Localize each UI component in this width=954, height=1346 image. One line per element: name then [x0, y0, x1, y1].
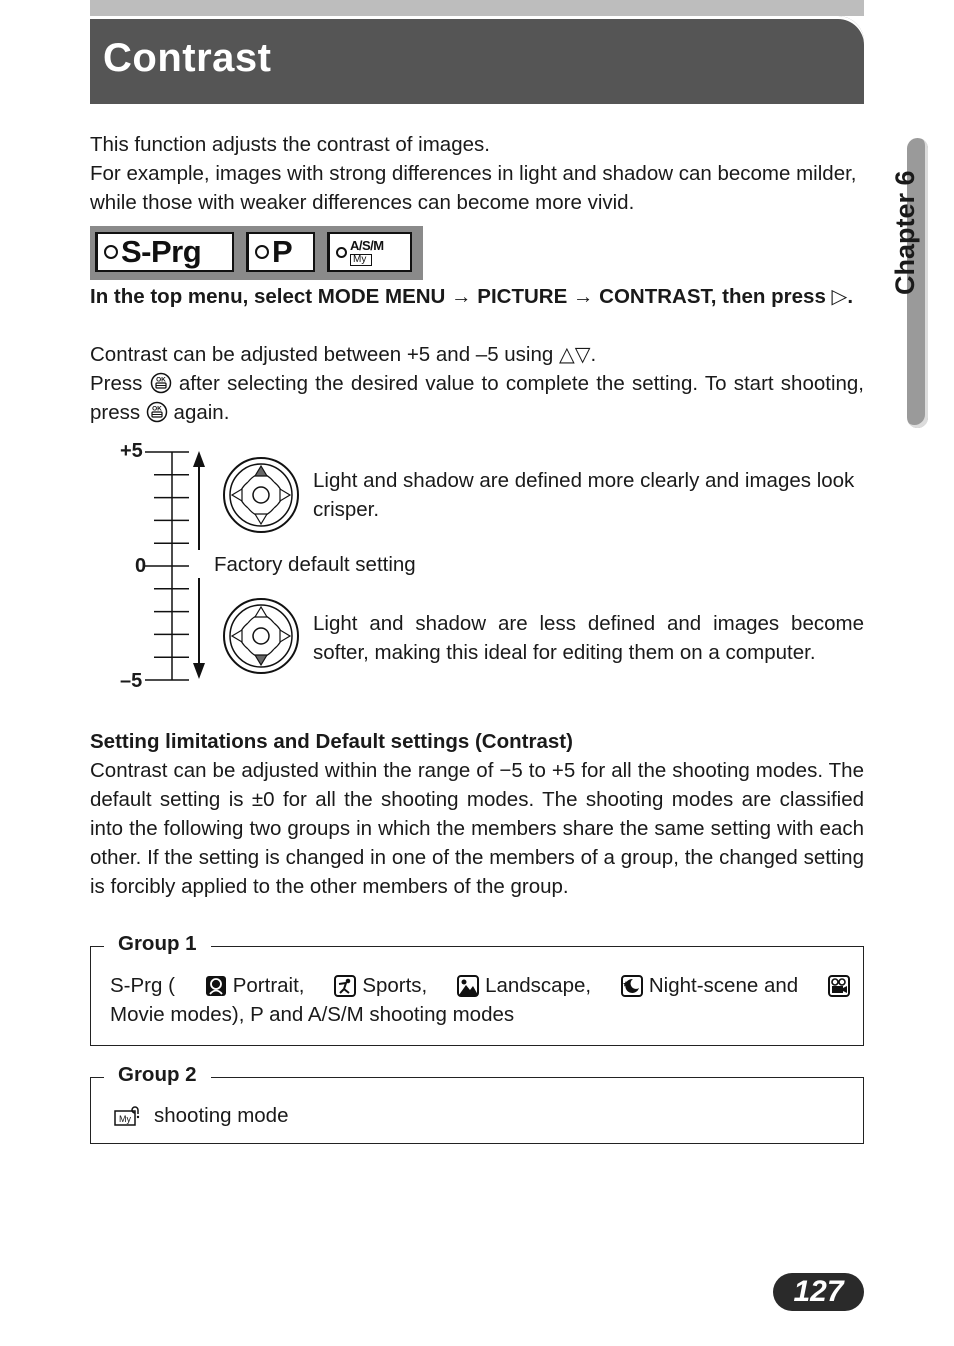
arrow-right-icon: → — [451, 285, 472, 308]
movie-icon — [828, 975, 850, 997]
circle-icon — [255, 245, 269, 259]
arrow-pad-down-icon — [222, 597, 300, 675]
svg-text:OK: OK — [151, 405, 162, 413]
intro-line-2: For example, images with strong differences in light and shadow can become milder, while those with weaker differences can become more vivid. — [90, 162, 857, 214]
svg-text:OK: OK — [155, 376, 166, 384]
night-scene-icon — [621, 975, 643, 997]
description-default: Factory default setting — [214, 553, 416, 576]
scale-ticks — [145, 452, 189, 680]
mode-asm-label: A/S/M — [350, 237, 384, 253]
circle-icon — [104, 245, 118, 259]
mode-banner — [90, 226, 423, 280]
landscape-icon — [457, 975, 479, 997]
contrast-scale — [145, 445, 215, 690]
mode-asm-my — [327, 232, 412, 272]
limitations-body: Contrast can be adjusted within the range of −5 to +5 for all the shooting modes. The default setting is ±0 for all the shooting modes. The shooting modes are classified into the following two groups in which the members share the same setting with each other. If the setting is changed in one of the members of a group, the changed setting is forcibly applied to the other members of the group. — [90, 759, 864, 898]
my-mode-icon: My — [350, 254, 372, 266]
increase-arrow-head — [193, 451, 205, 467]
scale-min-label: –5 — [120, 670, 143, 692]
group-1-line-2: Movie modes), P and A/S/M shooting modes — [110, 1003, 515, 1026]
portrait-icon — [205, 975, 227, 997]
decrease-arrow-head — [193, 663, 205, 679]
instruction-select: In the top menu, select MODE MENU → PICTURE → CONTRAST, then press ▷. — [90, 285, 854, 308]
limitations-heading: Setting limitations and Default settings (Contrast) — [90, 730, 573, 753]
instruction-range: Contrast can be adjusted between +5 and –5 using △▽. — [90, 343, 597, 366]
up-down-icon: △▽ — [559, 343, 591, 366]
group-1-content: S-Prg ( Portrait, Sports, Landscape, Night-scene and Movie modes), P and A/S/M shooting modes — [110, 971, 850, 1029]
circle-icon — [336, 247, 347, 258]
description-lower: Light and shadow are less defined and images become softer, making this ideal for editing them on a computer. — [313, 612, 864, 664]
mode-p-label: P — [272, 234, 293, 269]
group-1-title: Group 1 — [104, 932, 211, 956]
page-title: Contrast — [103, 36, 272, 80]
scale-zero-label: 0 — [135, 555, 147, 577]
right-triangle-icon: ▷ — [831, 285, 848, 308]
header-top-strip — [90, 0, 864, 16]
intro-line-1: This function adjusts the contrast of images. — [90, 133, 490, 156]
arrow-right-icon: → — [572, 285, 594, 308]
chapter-label: Chapter 6 — [890, 170, 920, 295]
ok-button-icon — [146, 401, 168, 423]
mode-sprg — [95, 232, 234, 272]
svg-text:My: My — [119, 1113, 131, 1124]
scale-max-label: +5 — [120, 440, 143, 462]
group-2-content: My shooting mode — [114, 1101, 288, 1130]
sports-icon — [334, 975, 356, 997]
page-number: 127 — [793, 1275, 844, 1308]
arrow-pad-up-icon — [222, 456, 300, 534]
mode-sprg-label: S-Prg — [121, 234, 202, 269]
my-mode-icon — [114, 1105, 142, 1127]
group-2-title: Group 2 — [104, 1063, 211, 1087]
mode-p — [246, 232, 315, 272]
ok-button-icon — [150, 372, 172, 394]
instruction-press: Press OK after selecting the desired value to complete the setting. To start shooting, press OK again. — [90, 372, 865, 424]
description-higher: Light and shadow are defined more clearly and images look crisper. — [313, 469, 855, 521]
